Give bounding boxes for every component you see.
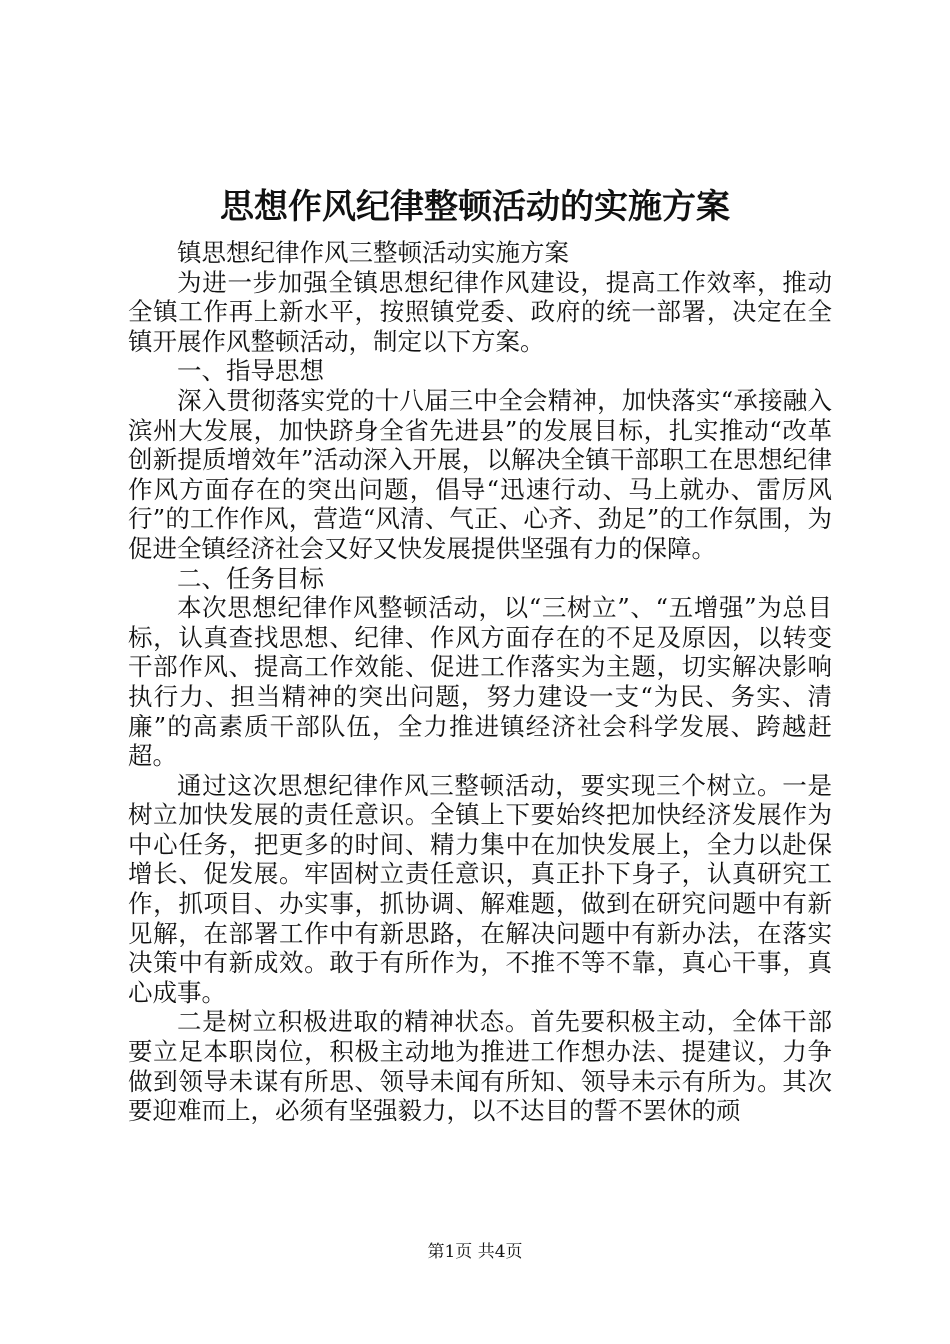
paragraph-intro: 为进一步加强全镇思想纪律作风建设，提高工作效率，推动全镇工作再上新水平，按照镇党委、政府的统一部署，决定在全镇开展作风整顿活动，制定以下方案。 <box>128 267 832 356</box>
paragraph-guiding-thought: 深入贯彻落实党的十八届三中全会精神，加快落实“承接融入滨州大发展，加快跻身全省先进县”的发展目标，扎实推动“改革创新提质增效年”活动深入开展，以解决全镇干部职工在思想纪律作风方面存在的突出问题，倡导“迅速行动、马上就办、雷厉风行”的工作作风，营造“风清、气正、心齐、劲足”的工作氛围，为促进全镇经济社会又好又快发展提供坚强有力的保障。 <box>128 385 832 563</box>
section-heading-task-goals: 二、任务目标 <box>177 563 324 593</box>
document-body <box>128 238 832 1126</box>
paragraph-subtitle: 镇思想纪律作风三整顿活动实施方案 <box>177 238 569 267</box>
document-title: 思想作风纪律整顿活动的实施方案 <box>220 187 730 227</box>
paragraph-task-goals: 本次思想纪律作风整顿活动，以“三树立”、“五增强”为总目标，认真查找思想、纪律、作风方面存在的不足及原因，以转变干部作风、提高工作效能、促进工作落实为主题，切实解决影响执行力、担当精神的突出问题，努力建设一支“为民、务实、清廉”的高素质干部队伍，全力推进镇经济社会科学发展、跨越赶超。 <box>128 593 832 771</box>
paragraph-second-establish: 二是树立积极进取的精神状态。首先要积极主动，全体干部要立足本职岗位，积极主动地为推进工作想办法、提建议，力争做到领导未谋有所思、领导未闻有所知、领导未示有所为。其次要迎难而上，必须有坚强毅力，以不达目的誓不罢休的顽 <box>128 1007 832 1126</box>
paragraph-three-establish: 通过这次思想纪律作风三整顿活动，要实现三个树立。一是树立加快发展的责任意识。全镇上下要始终把加快经济发展作为中心任务，把更多的时间、精力集中在加快发展上，全力以赴保增长、促发展。牢固树立责任意识，真正扑下身子，认真研究工作，抓项目、办实事，抓协调、解难题，做到在研究问题中有新见解，在部署工作中有新思路，在解决问题中有新办法，在落实决策中有新成效。敢于有所作为，不推不等不靠，真心干事，真心成事。 <box>128 770 832 1007</box>
page-number-footer: 第1页 共4页 <box>427 1242 523 1262</box>
section-heading-guiding-thought: 一、指导思想 <box>177 356 324 386</box>
